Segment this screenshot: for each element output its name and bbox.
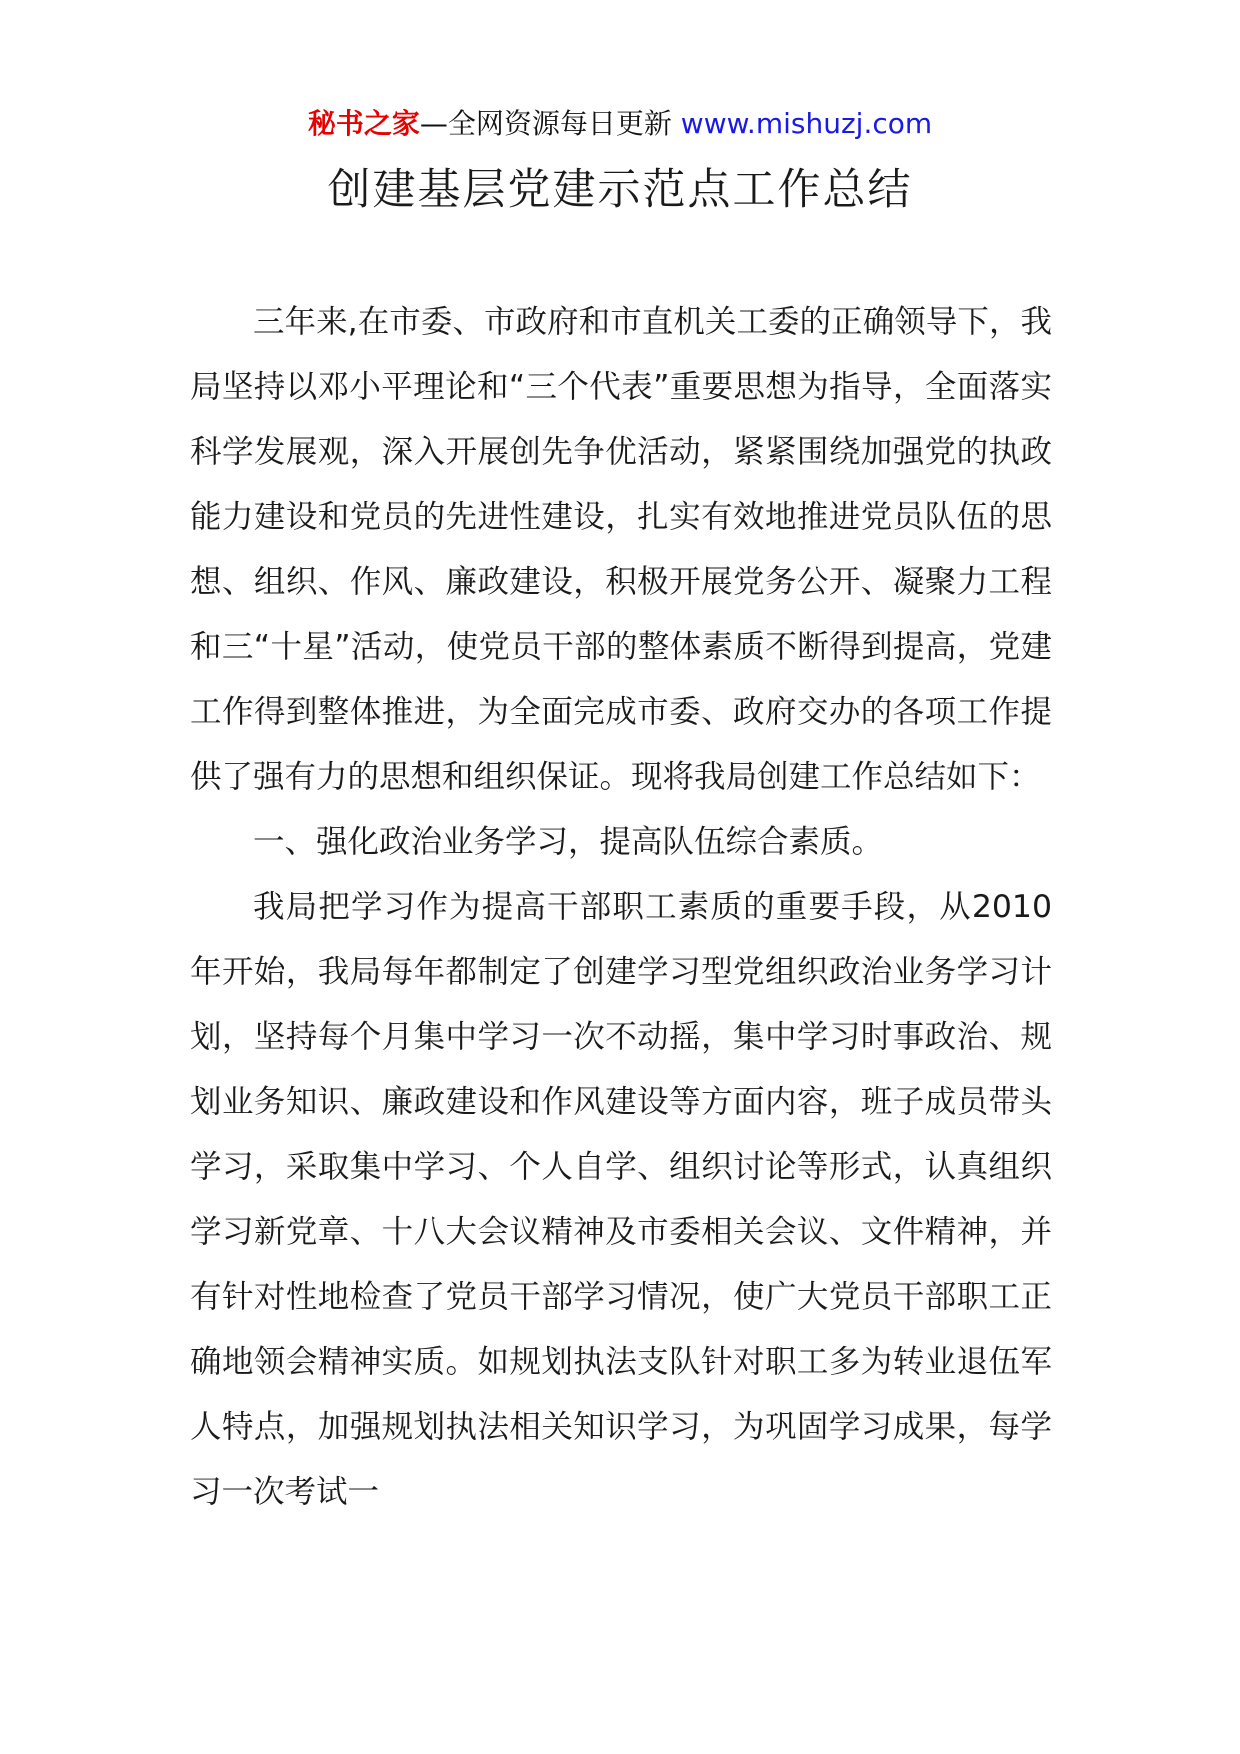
section-paragraph: 我局把学习作为提高干部职工素质的重要手段，从2010年开始，我局每年都制定了创建学习型党组织政治业务学习计划，坚持每个月集中学习一次不动摇，集中学习时事政治、规划业务知识、廉政建设和作风建设等方面内容，班子成员带头学习，采取集中学习、个人自学、组织讨论等形式，认真组织学习新党章、十八大会议精神及市委相关会议、文件精神，并有针对性地检查了党员干部学习情况，使广大党员干部职工正确地领会精神实质。如规划执法支队针对职工多为转业退伍军人特点，加强规划执法相关知识学习，为巩固学习成果，每学习一次考试一 <box>190 889 1052 1510</box>
document-title: 创建基层党建示范点工作总结 <box>327 165 913 215</box>
document-body <box>190 290 1052 1525</box>
site-tagline: —全网资源每日更新 <box>419 107 672 140</box>
intro-paragraph: 三年来,在市委、市政府和市直机关工委的正确领导下，我局坚持以邓小平理论和“三个代表”重要思想为指导，全面落实科学发展观，深入开展创先争优活动，紧紧围绕加强党的执政能力建设和党员的先进性建设，扎实有效地推进党员队伍的思想、组织、作风、廉政建设，积极开展党务公开、凝聚力工程和三“十星”活动，使党员干部的整体素质不断得到提高，党建工作得到整体推进，为全面完成市委、政府交办的各项工作提供了强有力的思想和组织保证。现将我局创建工作总结如下： <box>190 304 1052 795</box>
site-url-link[interactable]: www.mishuzj.com <box>680 107 933 140</box>
site-brand: 秘书之家 <box>307 107 420 140</box>
section-heading: 一、强化政治业务学习，提高队伍综合素质。 <box>253 824 884 860</box>
site-banner <box>0 100 1240 148</box>
